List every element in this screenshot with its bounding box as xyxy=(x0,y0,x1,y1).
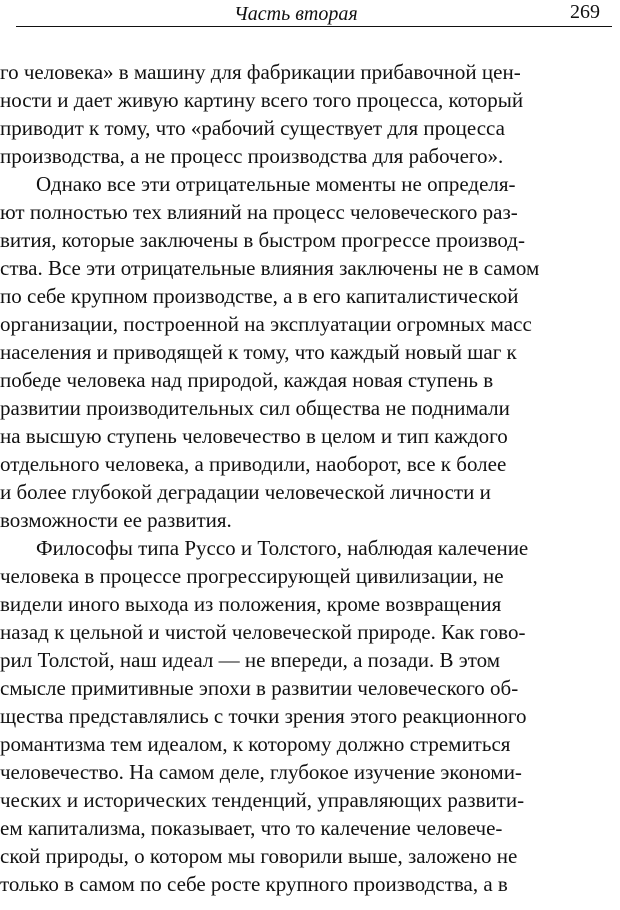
text-line: только в самом по себе росте крупного производства, а в xyxy=(0,872,508,896)
text-line: Философы типа Руссо и Толстого, наблюдая калечение xyxy=(36,536,529,560)
text-line: развитии производительных сил общества не поднимали xyxy=(0,396,510,420)
header-rule xyxy=(16,26,612,27)
text-line: производства, а не процесс производства для рабочего». xyxy=(0,144,504,168)
text-line: ем капитализма, показывает, что то калечение человече- xyxy=(0,816,503,840)
text-line: ства. Все эти отрицательные влияния заключены не в самом xyxy=(0,256,540,280)
page-header xyxy=(16,0,612,30)
text-line: ческих и исторических тенденций, управляющих развити- xyxy=(0,788,525,812)
text-line: видели иного выхода из положения, кроме возвращения xyxy=(0,592,502,616)
page-number: 269 xyxy=(570,1,600,23)
text-line: на высшую ступень человечество в целом и тип каждого xyxy=(0,424,508,448)
text-line: вития, которые заключены в быстром прогрессе производ- xyxy=(0,228,525,252)
text-line: ют полностью тех влияний на процесс человеческого раз- xyxy=(0,200,518,224)
text-line: ской природы, о котором мы говорили выше, заложено не xyxy=(0,844,518,868)
text-line: приводит к тому, что «рабочий существует для процесса xyxy=(0,116,505,140)
text-line: организации, построенной на эксплуатации огромных масс xyxy=(0,312,532,336)
text-line: щества представлялись с точки зрения этого реакционного xyxy=(0,704,527,728)
text-line: рил Толстой, наш идеал — не впереди, а позади. В этом xyxy=(0,648,501,672)
text-line: возможности ее развития. xyxy=(0,508,232,532)
text-line: назад к цельной и чистой человеческой природе. Как гово- xyxy=(0,620,526,644)
text-line: населения и приводящей к тому, что каждый новый шаг к xyxy=(0,340,517,364)
text-line: отдельного человека, а приводили, наоборот, все к более xyxy=(0,452,507,476)
text-line: человечество. На самом деле, глубокое изучение экономи- xyxy=(0,760,522,784)
text-line: го человека» в машину для фабрикации прибавочной цен- xyxy=(0,60,521,84)
text-line: смысле примитивные эпохи в развитии человеческого об- xyxy=(0,676,519,700)
running-title: Часть вторая xyxy=(234,3,358,25)
text-line: и более глубокой деградации человеческой личности и xyxy=(0,480,491,504)
text-line: человека в процессе прогрессирующей цивилизации, не xyxy=(0,564,504,588)
text-line: романтизма тем идеалом, к которому должно стремиться xyxy=(0,732,511,756)
text-line: по себе крупном производстве, а в его капиталистической xyxy=(0,284,519,308)
text-line: победе человека над природой, каждая новая ступень в xyxy=(0,368,494,392)
text-line: ности и дает живую картину всего того процесса, который xyxy=(0,88,524,112)
text-line: Однако все эти отрицательные моменты не определя- xyxy=(36,172,516,196)
